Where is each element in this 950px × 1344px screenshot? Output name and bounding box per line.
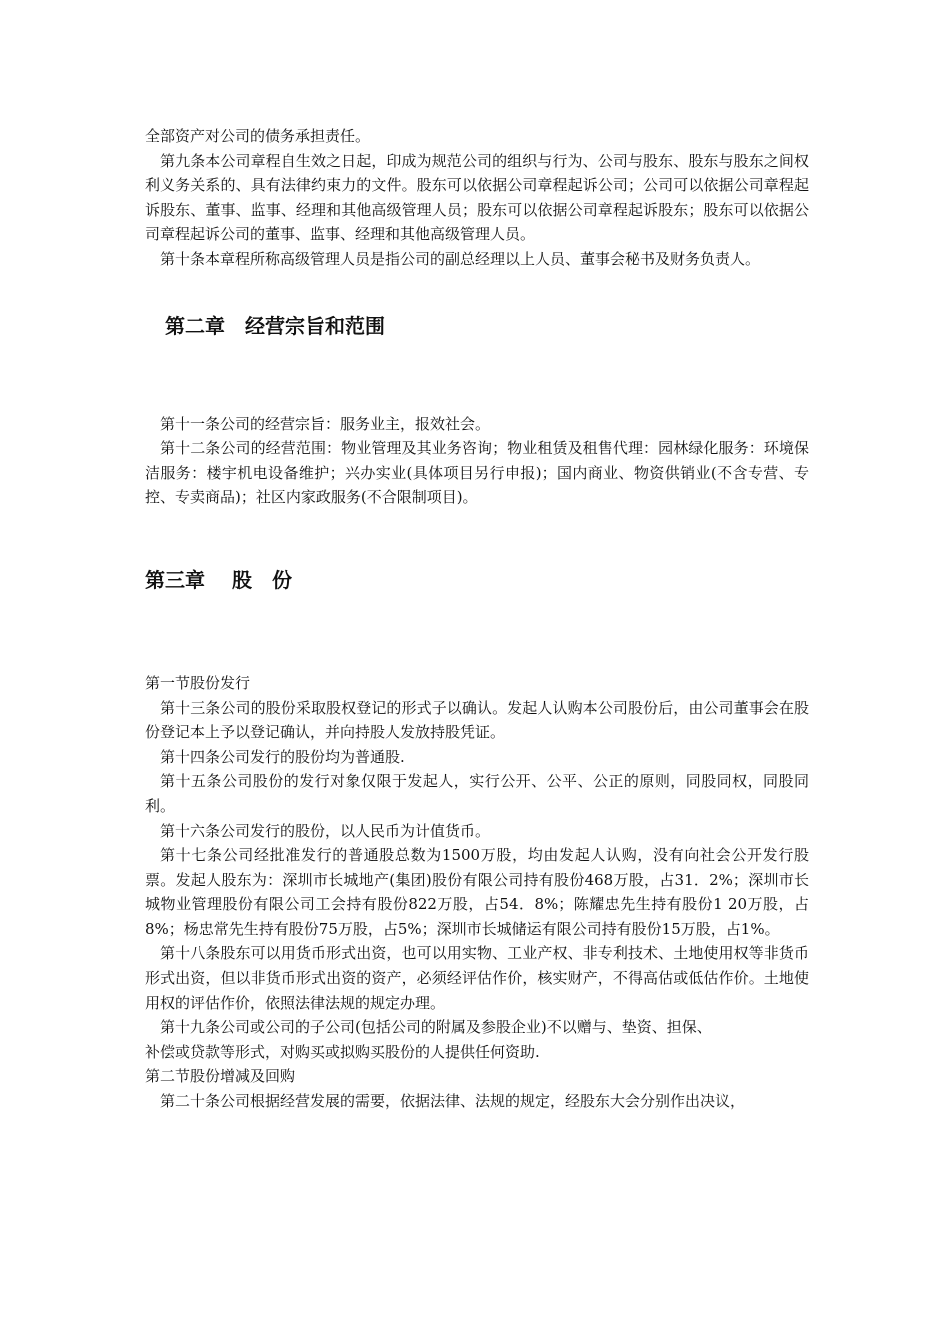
- article-11: 第十一条公司的经营宗旨：服务业主，报效社会。: [160, 414, 491, 433]
- intro-paragraph-1: 全部资产对公司的债务承担责任。: [145, 127, 371, 145]
- section-2-heading: 第二节股份增减及回购: [145, 1067, 296, 1086]
- spacer: [145, 593, 809, 671]
- section-1-heading: 第一节股份发行: [145, 673, 251, 692]
- article-14: 第十四条公司发行的股份均为普通股.: [160, 747, 405, 766]
- article-9: 第九条本公司章程自生效之日起，印成为规范公司的组织与行为、公司与股东、股东与股东之间权利义务关系的、具有法律约束力的文件。股东可以依据公司章程起诉公司；公司可以依据公司章程起诉股东、董事、监事、经理和其他高级管理人员；股东可以依据公司章程起诉股东；股东可以依据公司章程起诉公司的董事、监事、经理和其他高级管理人员。: [145, 151, 809, 244]
- article-19-line-2: 补偿或贷款等形式，对购买或拟购买股份的人提供任何资助.: [145, 1042, 540, 1061]
- article-15: 第十五条公司股份的发行对象仅限于发起人，实行公开、公平、公正的原则，同股同权，同股同利。: [145, 772, 809, 815]
- article-20: 第二十条公司根据经营发展的需要，依据法律、法规的规定，经股东大会分别作出决议，: [160, 1092, 746, 1111]
- article-13: 第十三条公司的股份采取股权登记的形式子以确认。发起人认购本公司股份后，由公司董事会在股份登记本上予以登记确认，并向持股人发放持股凭证。: [145, 698, 809, 742]
- article-18: 第十八条股东可以用货币形式出资，也可以用实物、工业产权、非专利技术、土地使用权等非货币形式出资，但以非货币形式出资的资产，必须经评估作价，核实财产，不得高估或低估作价。土地使用权的评估作价，依照法律法规的规定办理。: [145, 944, 809, 1012]
- article-10: 第十条本章程所称高级管理人员是指公司的副总经理以上人员、董事会秘书及财务负责人。: [160, 249, 761, 268]
- document-page: [145, 124, 809, 1114]
- spacer: [145, 339, 809, 412]
- article-17: 第十七条公司经批准发行的普通股总数为1500万股，均由发起人认购，没有向社会公开发行股票。发起人股东为：深圳市长城地产(集团)股份有限公司持有股份468万股，占31．2%；深圳市长城物业管理股份有限公司工会持有股份822万股，占54．8%；陈耀忠先生持有股份1 20万股，占8%；杨忠常先生持有股份75万股，占5%；深圳市长城储运有限公司持有股份15万股，占1%。: [145, 846, 809, 938]
- chapter-3-title: 第三章 股 份: [145, 567, 292, 592]
- article-19-line-1: 第十九条公司或公司的子公司(包括公司的附属及参股企业)不以赠与、垫资、担保、: [160, 1018, 712, 1037]
- chapter-2-title: 第二章 经营宗旨和范围: [165, 313, 385, 338]
- article-16: 第十六条公司发行的股份，以人民币为计值货币。: [160, 821, 491, 840]
- article-12: 第十二条公司的经营范围：物业管理及其业务咨询；物业租赁及租售代理：园林绿化服务：环境保洁服务：楼宇机电设备维护；兴办实业(具体项目另行申报)；国内商业、物资供销业(不含专营、专控、专卖商品)；社区内家政服务(不合限制项目)。: [145, 439, 809, 507]
